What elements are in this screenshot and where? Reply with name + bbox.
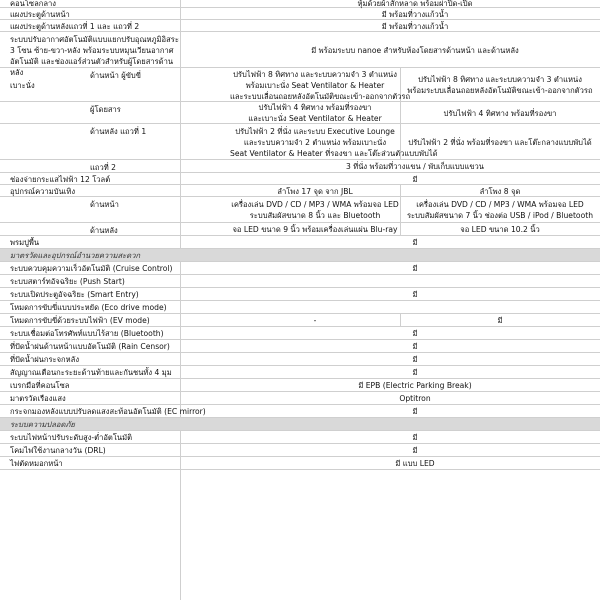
spec-row — [0, 223, 600, 236]
spec-row — [0, 405, 600, 418]
row-value: 3 ที่นั่ง พร้อมที่วางแขน / พับเก็บแบบแขวน — [345, 162, 485, 171]
spec-row — [0, 8, 600, 20]
row-value: มี — [412, 264, 418, 273]
spec-row — [0, 68, 600, 102]
spec-row — [0, 275, 600, 288]
row-label: ที่ปัดน้ำฝนกระจกหลัง — [10, 355, 80, 364]
row-label: คอนโซลกลาง — [10, 0, 56, 8]
row-value: Optitron — [399, 394, 431, 403]
spec-row — [0, 379, 600, 392]
row-label: พรมปูพื้น — [10, 238, 40, 247]
row-sublabel: แถวที่ 2 — [90, 163, 117, 172]
row-label: ระบบเชื่อมต่อโทรศัพท์แบบไร้สาย (Bluetooth) — [10, 329, 164, 338]
spec-row — [0, 173, 600, 185]
variant-b-value: เครื่องเล่น DVD / CD / MP3 / WMA พร้อมจอ LED ระบบสัมผัสขนาด 7 นิ้ว ช่องต่อ USB / iPod / Bluetooth — [406, 200, 594, 220]
row-value: มี — [412, 407, 418, 416]
row-label: โหมดการขับขี่ด้วยระบบไฟฟ้า (EV mode) — [10, 316, 150, 325]
spec-row — [0, 353, 600, 366]
spec-row — [0, 457, 600, 470]
spec-row — [0, 102, 600, 124]
variant-a-value: ลำโพง 17 จุด จาก JBL — [277, 186, 353, 196]
row-label: อุปกรณ์ความบันเทิง — [10, 186, 76, 196]
row-value: มี พร้อมที่วางแก้วน้ำ — [381, 9, 449, 19]
row-label: ระบบปรับอากาศอัตโนมัติแบบแยกปรับอุณหภูมิอิสระ 3 โซน ซ้าย-ขวา-หลัง พร้อมระบบหมุนเวียนอากาศอัตโนมัติ และช่องแอร์ส่วนตัวสำหรับผู้โดยสารด้านหลัง — [10, 34, 179, 77]
spec-row — [0, 431, 600, 444]
row-label: มาตรวัดเรืองแสง — [10, 394, 66, 403]
row-label: ระบบสตาร์ทอัจฉริยะ (Push Start) — [10, 277, 125, 286]
spec-row — [0, 0, 600, 8]
row-value: มี — [412, 446, 418, 455]
row-label: ระบบไฟหน้าปรับระดับสูง-ต่ำอัตโนมัติ — [10, 433, 133, 442]
row-value: มี — [412, 329, 418, 338]
variant-a-value: ปรับไฟฟ้า 8 ทิศทาง และระบบความจำ 3 ตำแหน่ง พร้อมเบาะนั่ง Seat Ventilator & Heater และระบบเลื่อนถอยหลังอัตโนมัติขณะเข้า-ออกจากตัวรถ — [230, 69, 411, 101]
row-label: แผงประตูด้านหน้า — [10, 9, 70, 19]
variant-a-value: จอ LED ขนาด 9 นิ้ว พร้อมเครื่องเล่นแผ่น Blu-ray — [232, 225, 398, 234]
row-value: มี พร้อมระบบ nanoe สำหรับห้องโดยสารด้านหน้า และด้านหลัง — [311, 45, 519, 55]
row-label: ระบบเปิดประตูอัจฉริยะ (Smart Entry) — [10, 290, 139, 299]
row-label: เบาะนั่ง — [10, 80, 35, 90]
row-value: มี — [412, 342, 418, 351]
row-label: ช่องจ่ายกระแสไฟฟ้า 12 โวลต์ — [10, 174, 111, 184]
row-label: ไฟตัดหมอกหน้า — [10, 459, 63, 468]
variant-b-value: ปรับไฟฟ้า 8 ทิศทาง และระบบความจำ 3 ตำแหน่ง พร้อมระบบเลื่อนถอยหลังอัตโนมัติขณะเข้า-ออกจากตัวรถ — [407, 75, 593, 95]
spec-row — [0, 340, 600, 353]
row-label: เบรกมือที่คอนโซล — [10, 381, 70, 390]
spec-row — [0, 185, 600, 197]
row-value: มี — [412, 355, 418, 364]
spec-row — [0, 124, 600, 160]
variant-b-value: ปรับไฟฟ้า 4 ทิศทาง พร้อมที่รองขา — [443, 108, 557, 118]
row-value: มี — [412, 290, 418, 299]
row-value: มี EPB (Electric Parking Break) — [358, 381, 472, 390]
spec-row — [0, 288, 600, 301]
row-sublabel: ด้านหน้า ผู้ขับขี่ — [90, 71, 141, 80]
row-value: มี — [412, 174, 418, 184]
variant-b-value: ปรับไฟฟ้า 2 ที่นั่ง พร้อมที่รองขา และโต๊ะกลางแบบพับได้ — [408, 137, 592, 147]
section-title: ระบบความปลอดภัย — [10, 420, 75, 429]
section-title: มาตรวัดและอุปกรณ์อำนวยความสะดวก — [10, 251, 141, 260]
section-header — [0, 418, 600, 431]
row-value: มี — [412, 433, 418, 442]
spec-row — [0, 236, 600, 249]
spec-row — [0, 197, 600, 223]
variant-a-value: ปรับไฟฟ้า 4 ทิศทาง พร้อมที่รองขา และเบาะนั่ง Seat Ventilator & Heater — [248, 103, 382, 123]
row-sublabel: ผู้โดยสาร — [90, 105, 121, 114]
variant-b-value: มี — [497, 316, 503, 325]
row-label: โหมดการขับขี่แบบประหยัด (Eco drive mode) — [10, 303, 167, 312]
spec-row — [0, 301, 600, 314]
spec-row — [0, 160, 600, 173]
spec-row — [0, 392, 600, 405]
row-value: มี — [412, 238, 418, 247]
row-label: ระบบควบคุมความเร็วอัตโนมัติ (Cruise Control) — [10, 264, 173, 273]
row-label: สัญญาณเตือนกะระยะด้านท้ายและกันชนทั้ง 4 มุม — [10, 368, 172, 377]
section-header — [0, 249, 600, 262]
row-label: กระจกมองหลังแบบปรับลดแสงสะท้อนอัตโนมัติ (EC mirror) — [10, 407, 206, 416]
spec-row — [0, 327, 600, 340]
row-value: หุ้มด้วยผ้าสักหลาด พร้อมฝาปิด-เปิด — [357, 0, 473, 8]
row-value: มี แบบ LED — [395, 459, 435, 468]
row-sublabel: ด้านหลัง — [90, 226, 118, 235]
variant-a-value: ปรับไฟฟ้า 2 ที่นั่ง และระบบ Executive Lounge และระบบความจำ 2 ตำแหน่ง พร้อมเบาะนั่ง Seat Ventilator & Heater ที่รองขา และโต๊ะส่วนตัวแบบพับได้ — [230, 126, 438, 158]
spec-row — [0, 444, 600, 457]
spec-row — [0, 20, 600, 32]
row-label: แผงประตูด้านหลังแถวที่ 1 และ แถวที่ 2 — [10, 21, 140, 31]
row-sublabel: ด้านหน้า — [90, 200, 119, 209]
spec-row — [0, 314, 600, 327]
variant-b-value: จอ LED ขนาด 10.2 นิ้ว — [460, 225, 540, 234]
variant-a-value: - — [313, 316, 317, 325]
row-value: มี พร้อมที่วางแก้วน้ำ — [381, 21, 449, 31]
spec-row — [0, 366, 600, 379]
variant-b-value: ลำโพง 8 จุด — [479, 186, 521, 196]
row-sublabel: ด้านหลัง แถวที่ 1 — [90, 127, 147, 136]
row-label: ที่ปัดน้ำฝนด้านหน้าแบบอัตโนมัติ (Rain Censor) — [10, 342, 170, 351]
row-value: มี — [412, 368, 418, 377]
spec-row — [0, 262, 600, 275]
row-label: โคมไฟใช้งานกลางวัน (DRL) — [10, 446, 106, 455]
variant-a-value: เครื่องเล่น DVD / CD / MP3 / WMA พร้อมจอ LED ระบบสัมผัสขนาด 8 นิ้ว และ Bluetooth — [231, 200, 399, 220]
